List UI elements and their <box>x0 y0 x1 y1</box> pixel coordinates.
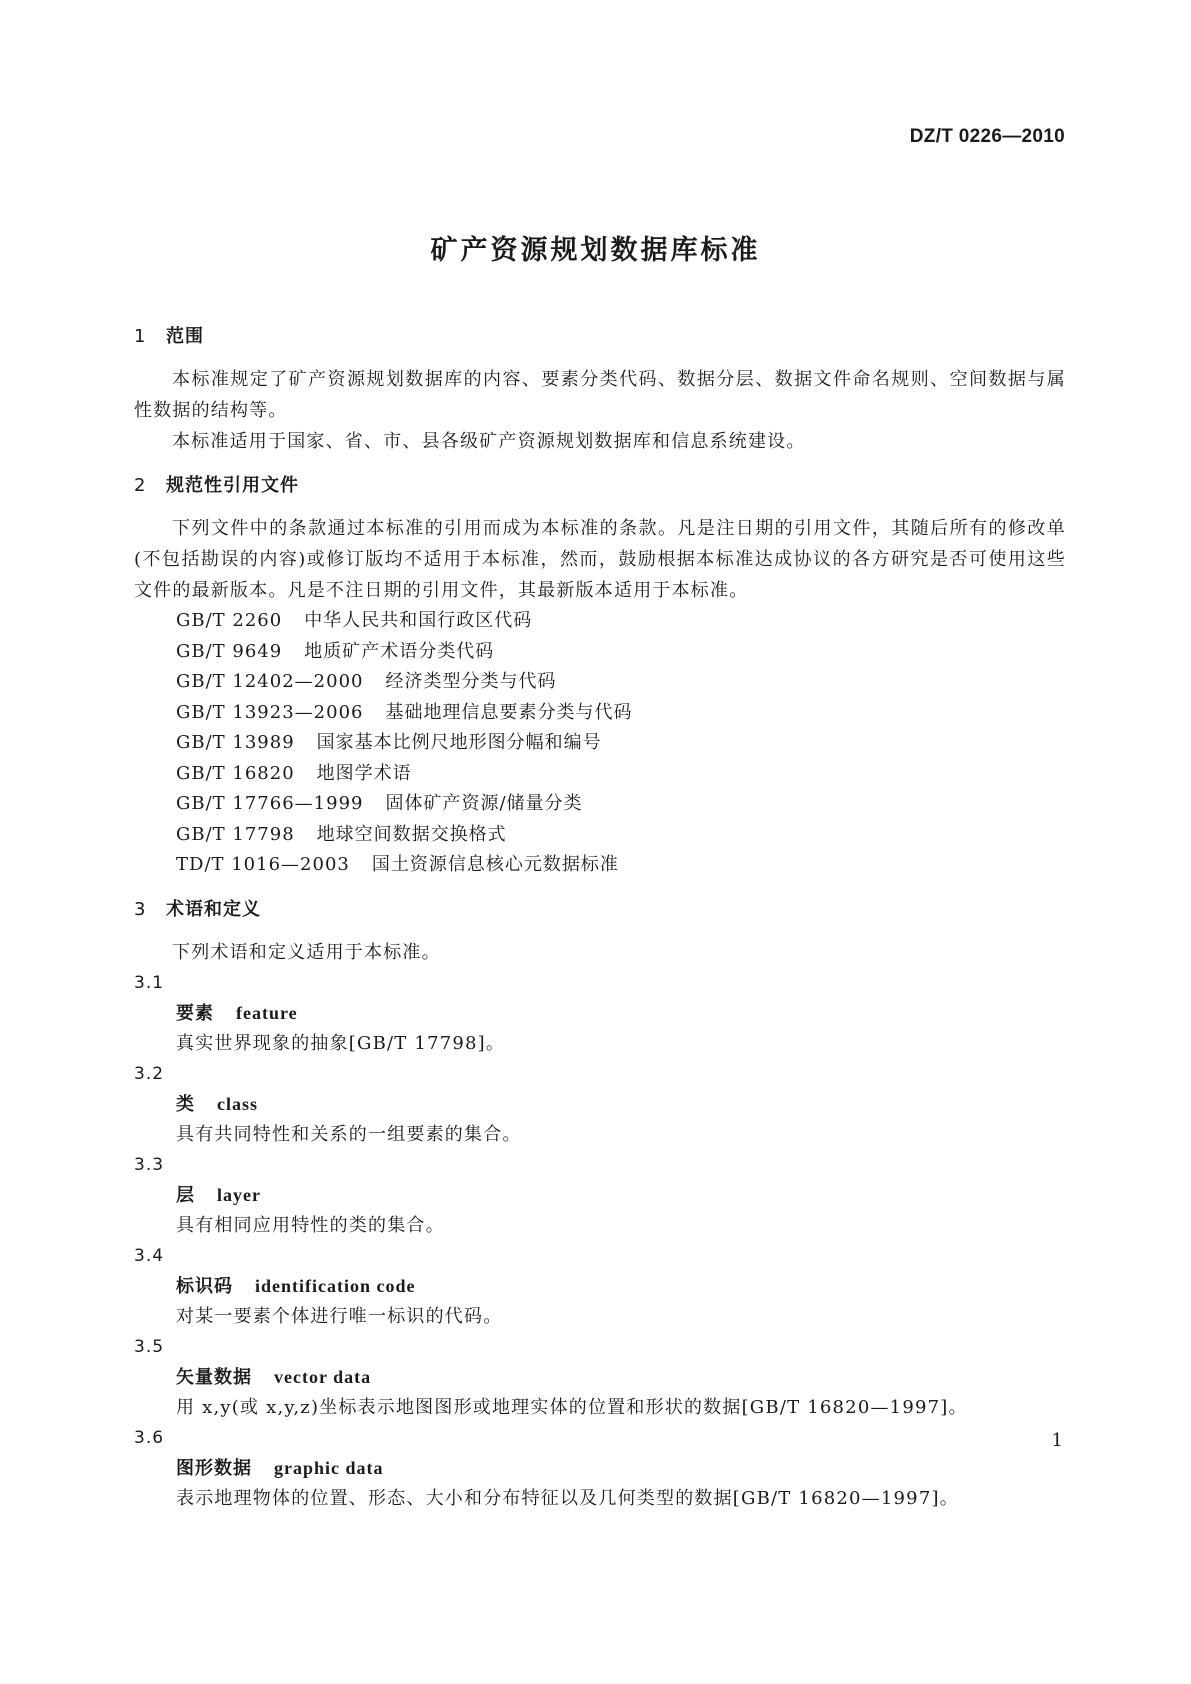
reference-code: GB/T 2260 <box>176 610 283 631</box>
reference-code: GB/T 13923—2006 <box>176 701 364 723</box>
reference-name: 国家基本比例尺地形图分幅和编号 <box>316 732 602 753</box>
reference-item <box>134 667 1066 698</box>
document-title: 矿产资源规划数据库标准 <box>430 235 761 266</box>
term-entry <box>134 1332 1066 1423</box>
reference-list <box>134 606 1066 881</box>
paragraph: 下列文件中的条款通过本标准的引用而成为本标准的条款。凡是注日期的引用文件，其随后所有的修改单(不包括勘误的内容)或修订版均不适用于本标准，然而，鼓励根据本标准达成协议的各方研究是否可使用这些文件的最新版本。凡是不注日期的引用文件，其最新版本适用于本标准。 <box>134 518 1066 601</box>
reference-code: GB/T 17766—1999 <box>176 793 364 814</box>
reference-name: 地图学术语 <box>316 762 412 784</box>
term-entry <box>134 1423 1066 1514</box>
term-zh: 层 <box>176 1184 195 1206</box>
section-number: 1 <box>134 326 147 347</box>
reference-name: 经济类型分类与代码 <box>385 671 557 692</box>
reference-code: GB/T 16820 <box>176 762 295 784</box>
section-title: 规范性引用文件 <box>166 475 299 496</box>
term-definition: 用 x,y(或 x,y,z)坐标表示地图图形或地理实体的位置和形状的数据[GB/T 16820—1997]。 <box>176 1396 968 1418</box>
reference-code: GB/T 12402—2000 <box>176 671 364 692</box>
term-number: 3.4 <box>134 1245 165 1266</box>
term-en: feature <box>236 1002 298 1023</box>
term-en: class <box>217 1093 258 1114</box>
term-heading <box>134 1453 1066 1484</box>
term-zh: 图形数据 <box>176 1457 252 1479</box>
section-number: 2 <box>134 475 147 496</box>
reference-item <box>134 820 1066 851</box>
paragraph: 下列术语和定义适用于本标准。 <box>172 941 441 963</box>
term-number: 3.3 <box>134 1154 165 1175</box>
reference-name: 地质矿产术语分类代码 <box>304 640 495 662</box>
term-en: graphic data <box>274 1457 384 1478</box>
reference-item <box>134 637 1066 668</box>
term-entry <box>134 1059 1066 1150</box>
term-number: 3.6 <box>134 1427 165 1448</box>
term-entry <box>134 1241 1066 1332</box>
term-heading <box>134 1362 1066 1393</box>
reference-code: GB/T 9649 <box>176 640 283 662</box>
term-en: layer <box>217 1184 261 1205</box>
term-zh: 类 <box>176 1093 195 1115</box>
standard-code: DZ/T 0226—2010 <box>909 126 1065 147</box>
reference-name: 基础地理信息要素分类与代码 <box>385 701 633 723</box>
reference-item <box>134 789 1066 820</box>
reference-code: GB/T 17798 <box>176 823 295 845</box>
document-body <box>134 322 1066 1514</box>
term-heading <box>134 1271 1066 1302</box>
paragraph: 本标准适用于国家、省、市、县各级矿产资源规划数据库和信息系统建设。 <box>172 431 806 452</box>
term-number: 3.2 <box>134 1063 165 1084</box>
reference-code: GB/T 13989 <box>176 732 295 753</box>
term-heading <box>134 1089 1066 1120</box>
term-definition: 真实世界现象的抽象[GB/T 17798]。 <box>176 1032 506 1054</box>
paragraph: 本标准规定了矿产资源规划数据库的内容、要素分类代码、数据分层、数据文件命名规则、空间数据与属性数据的结构等。 <box>134 369 1066 421</box>
reference-item <box>134 606 1066 637</box>
reference-item <box>134 759 1066 790</box>
term-entry <box>134 1150 1066 1241</box>
section-heading-scope <box>134 322 1066 352</box>
page-number: 1 <box>1051 1430 1063 1451</box>
section-number: 3 <box>134 898 147 920</box>
term-en: vector data <box>274 1366 372 1387</box>
term-definition: 具有相同应用特性的类的集合。 <box>176 1214 445 1236</box>
term-definition: 具有共同特性和关系的一组要素的集合。 <box>176 1123 522 1145</box>
term-zh: 标识码 <box>176 1275 233 1297</box>
reference-item <box>134 850 1066 881</box>
reference-name: 地球空间数据交换格式 <box>316 823 507 845</box>
reference-item <box>134 728 1066 759</box>
section-heading-normative-references <box>134 471 1066 501</box>
term-definition: 表示地理物体的位置、形态、大小和分布特征以及几何类型的数据[GB/T 16820—1997]。 <box>176 1487 959 1509</box>
term-heading <box>134 998 1066 1029</box>
reference-name: 中华人民共和国行政区代码 <box>304 610 533 631</box>
term-entry <box>134 968 1066 1059</box>
reference-code: TD/T 1016—2003 <box>176 854 350 875</box>
section-title: 术语和定义 <box>166 898 261 920</box>
term-zh: 要素 <box>176 1002 214 1024</box>
reference-name: 固体矿产资源/储量分类 <box>385 793 583 814</box>
term-zh: 矢量数据 <box>176 1366 252 1388</box>
term-number: 3.1 <box>134 972 165 993</box>
section-heading-terms <box>134 895 1066 925</box>
reference-name: 国土资源信息核心元数据标准 <box>371 854 619 875</box>
term-definition: 对某一要素个体进行唯一标识的代码。 <box>176 1305 503 1327</box>
reference-item <box>134 698 1066 729</box>
section-title: 范围 <box>166 326 204 347</box>
term-number: 3.5 <box>134 1336 165 1357</box>
term-heading <box>134 1180 1066 1211</box>
term-en: identification code <box>255 1275 416 1296</box>
